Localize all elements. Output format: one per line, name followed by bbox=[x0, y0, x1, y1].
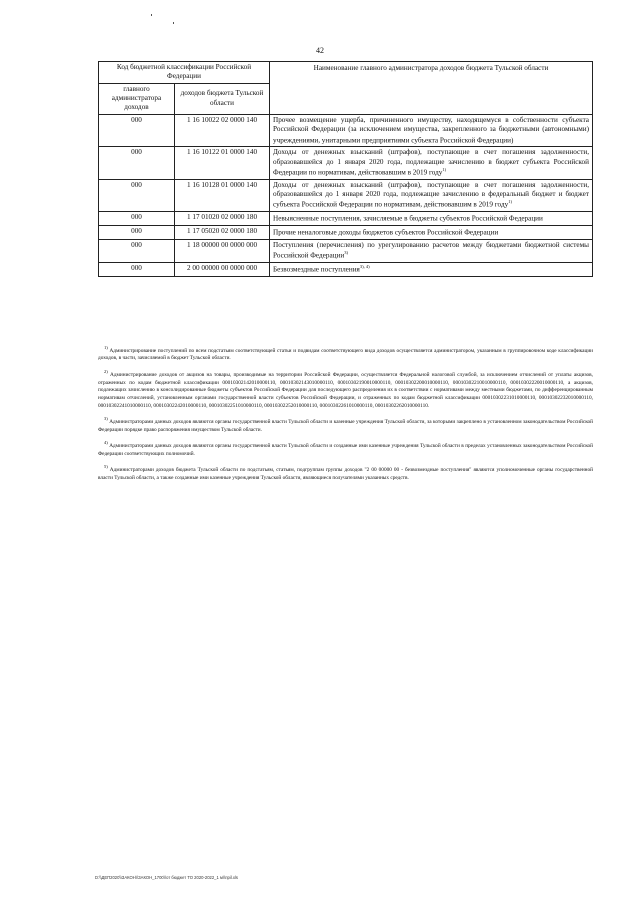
footnote-text: Администраторами доходов бюджета Тульской области по подстатьям, статьям, подгруппам группы доходов "2 00 00000 00 - безвозмездные поступления" являются уполномоченные органы государственной власти Тульской области, а также созданные ими казенные учреждения Тульской области, являющиеся получателями указанных средств. bbox=[98, 467, 593, 481]
footnote bbox=[98, 345, 593, 363]
income-name-text: Прочие неналоговые доходы бюджетов субъектов Российской Федерации bbox=[273, 228, 499, 237]
income-name-cell bbox=[270, 114, 593, 146]
footnote bbox=[98, 464, 593, 482]
table-row bbox=[99, 179, 593, 211]
footnote-number: 2) bbox=[104, 369, 108, 375]
budget-income-table bbox=[98, 61, 593, 277]
footnote-number: 1) bbox=[104, 345, 108, 350]
income-name-cell bbox=[270, 225, 593, 239]
footnote-number: 3) bbox=[104, 416, 108, 422]
admin-code-cell: 000 bbox=[99, 225, 175, 239]
income-name-text: Прочее возмещение ущерба, причиненного имуществу, находящемуся в собственности субъекта Российской Федерации (за исключением имущества, закрепленного за бюджетными (автономными) учреждениями, унитарными предприятиями субъекта Российской Федерации) bbox=[273, 115, 589, 144]
admin-code-cell: 000 bbox=[99, 114, 175, 146]
income-code-cell: 1 17 05020 02 0000 180 bbox=[175, 225, 270, 239]
footnote-text: Администраторами данных доходов являются органы государственной власти Тульской области и казенные учреждения Тульской области, за которыми закреплено в установленном законодательством Российской Федерации порядке право распоряжения имуществом Тульской области. bbox=[98, 419, 593, 433]
table-row bbox=[99, 225, 593, 239]
footnote-mark: 1) bbox=[508, 199, 512, 205]
income-code-cell: 1 17 01020 02 0000 180 bbox=[175, 212, 270, 226]
footnote-text: Администрирование доходов от акцизов на товары, производимые на территории Российской Федерации, осуществляется Федеральной налоговой службой, за исключением отчислений от уплаты акцизов, отраженных по кодам бюджетной классификации 00010302142010000110, 00010302143010000110, 00010302190010000110, 00010302200010000110, 00010302210010000110, 00010302220010000110, а акцизов, подлежащих зачислению в консолидированные бюджеты субъектов Российской Федерации для последующего распределения их в соответствии с нормативами между местными бюджетами, по дифференцированным нормативам отчислений, установленным органами государственной власти субъектов Российской Федерации, и отраженных по кодам бюджетной классификации 00010302231010000110, 00010302232010000110, 00010302241010000110, 00010302242010000110, 00010302251010000110, 00010302252010000110, 00010302261010000110, 00010302262010000110. bbox=[98, 371, 593, 409]
table-row bbox=[99, 212, 593, 226]
footnote bbox=[98, 416, 593, 434]
income-name-text: Невыясненные поступления, зачисляемые в бюджеты субъектов Российской Федерации bbox=[273, 214, 543, 223]
footnote-mark: 1) bbox=[442, 166, 447, 172]
admin-code-cell: 000 bbox=[99, 179, 175, 211]
footnote-number: 4) bbox=[104, 440, 108, 446]
footnote-number: 5) bbox=[104, 464, 108, 470]
scan-speck bbox=[151, 14, 152, 16]
income-name-text: Доходы от денежных взысканий (штрафов), поступающие в счет погашения задолженности, образовавшейся до 1 января 2020 года, подлежащие зачислению в бюджет субъекта Российской Федерации по нормативам, действовавшим в 2019 году bbox=[273, 148, 589, 177]
table-row bbox=[99, 147, 593, 179]
header-kbk: Код бюджетной классификации Российской Федерации bbox=[99, 62, 270, 84]
file-path-footer: D:\\ДЕП2020\\ЗАКОН\\ЗАКОН_1700\\от бюджет ТО 2020-2022_1 м\\прil.xls bbox=[95, 875, 238, 880]
admin-code-cell: 000 bbox=[99, 239, 175, 262]
footnote-mark: 3), 4) bbox=[359, 263, 370, 269]
table-row bbox=[99, 239, 593, 262]
income-code-cell: 1 18 00000 00 0000 000 bbox=[175, 239, 270, 262]
income-name-text: Поступления (перечисления) по урегулированию расчетов между бюджетами бюджетной системы Российской Федерации bbox=[273, 240, 589, 260]
footnotes bbox=[98, 345, 593, 489]
income-name-cell bbox=[270, 212, 593, 226]
income-name-cell bbox=[270, 179, 593, 211]
page-number: 42 bbox=[316, 46, 324, 55]
income-code-cell: 1 16 10122 01 0000 140 bbox=[175, 147, 270, 179]
admin-code-cell: 000 bbox=[99, 262, 175, 276]
income-name-text: Безвозмездные поступления bbox=[273, 265, 360, 274]
admin-code-cell: 000 bbox=[99, 147, 175, 179]
header-admin: главного администратора доходов bbox=[99, 83, 175, 114]
footnote-mark: 3) bbox=[344, 250, 348, 256]
income-name-text: Доходы от денежных взысканий (штрафов), поступающие в счет погашения задолженности, образовавшейся до 1 января 2020 года, подлежащие зачислению в федеральный бюджет и бюджет субъекта Российской Федерации по нормативам, действовавшим в 2019 году bbox=[273, 180, 589, 209]
footnote bbox=[98, 369, 593, 410]
table-row bbox=[99, 262, 593, 276]
admin-code-cell: 000 bbox=[99, 212, 175, 226]
income-code-cell: 2 00 00000 00 0000 000 bbox=[175, 262, 270, 276]
header-name: Наименование главного администратора доходов бюджета Тульской области bbox=[270, 62, 593, 115]
income-name-cell bbox=[270, 262, 593, 276]
header-income: доходов бюджета Тульской области bbox=[175, 83, 270, 114]
income-name-cell bbox=[270, 147, 593, 179]
footnote-text: Администрирование поступлений по всем подстатьям соответствующей статьи и подвидам соответствующего вида доходов осуществляется администратором, указанным в группировочном коде классификации доходов, в части, зачисляемой в бюджет Тульской области. bbox=[98, 347, 593, 362]
scan-speck bbox=[173, 22, 174, 24]
income-name-cell bbox=[270, 239, 593, 262]
footnote-text: Администраторами данных доходов являются органы государственной власти Тульской области и созданные ими казенные учреждения Тульской области в пределах установленных законодательством Российской Федерации соответствующих полномочий. bbox=[98, 443, 594, 457]
table-row bbox=[99, 114, 593, 146]
income-code-cell: 1 16 10022 02 0000 140 bbox=[175, 114, 270, 146]
income-code-cell: 1 16 10128 01 0000 140 bbox=[175, 179, 270, 211]
footnote bbox=[98, 440, 593, 458]
